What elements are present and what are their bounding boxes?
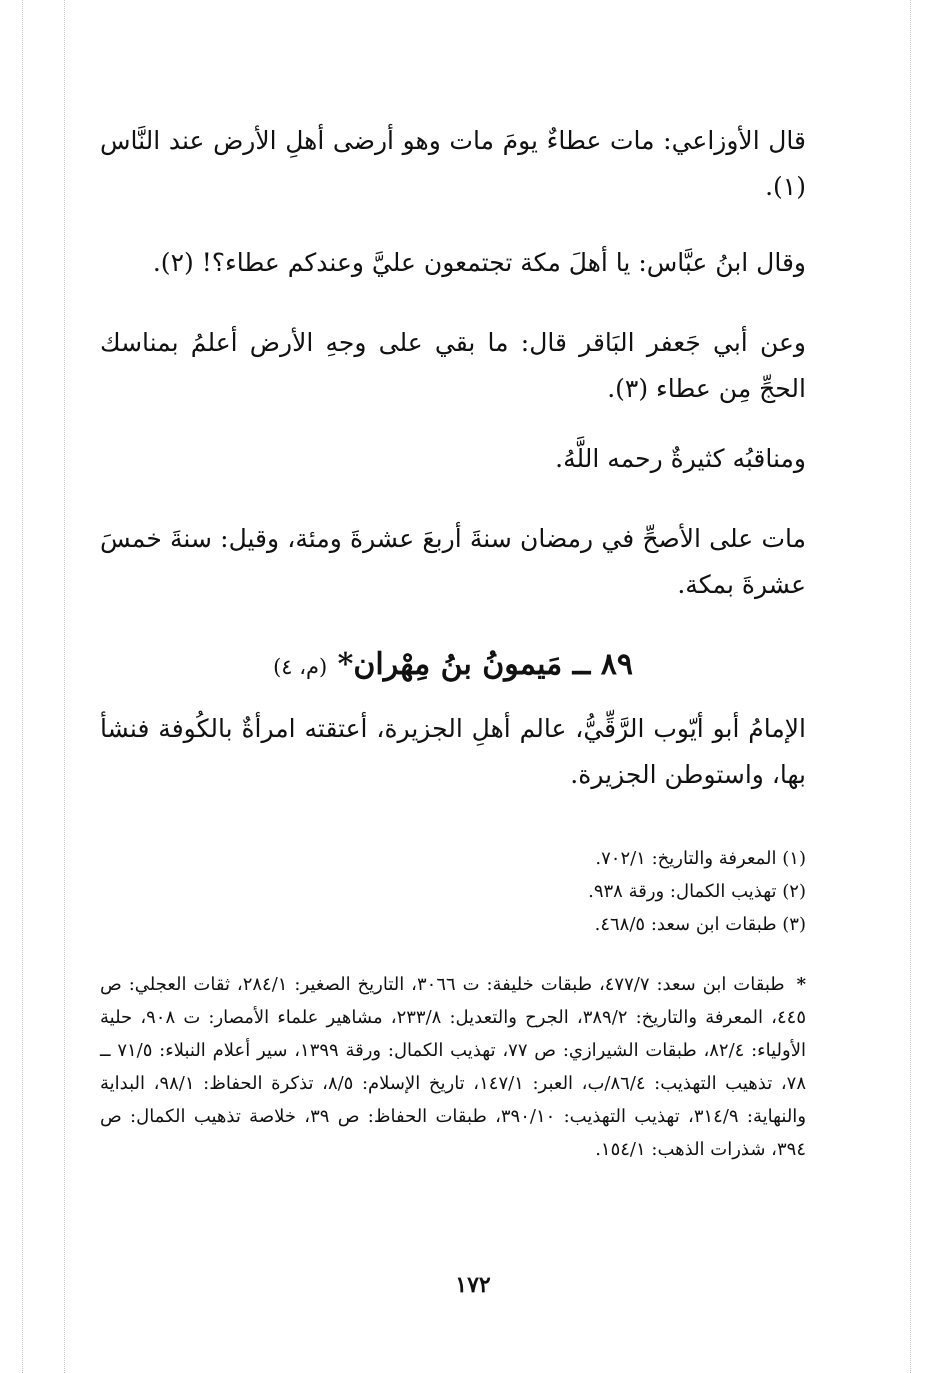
footnote-1: (١) المعرفة والتاريخ: ٧٠٢/١. [595, 848, 806, 869]
paragraph-text: ومناقبُه كثيرةٌ رحمه اللَّهُ. [555, 444, 806, 473]
entry-code: (م، ٤) [273, 655, 328, 679]
entry-heading [100, 640, 806, 692]
entry-title: ٨٩ ــ مَيمونُ بنُ مِهْران* [337, 647, 633, 682]
source-references [100, 968, 806, 1166]
source-references-text: طبقات ابن سعد: ٤٧٧/٧، طبقات خليفة: ت ٣٠٦٦، التاريخ الصغير: ٢٨٤/١، ثقات العجلي: ص ٤٤٥، المعرفة والتاريخ: ٣٨٩/٢، الجرح والتعديل: ٢٣٣/٨، مشاهير علماء الأمصار: ت ٩٠٨، حلية الأولياء: ٨٢/٤، طبقات الشيرازي: ص ٧٧، تهذيب الكمال: ورقة ١٣٩٩، سير أعلام النبلاء: ٧١/٥ ــ ٧٨، تذهيب التهذيب: ٨٦/٤/ب، العبر: ١٤٧/١، تاريخ الإسلام: ٨/٥، تذكرة الحفاظ: ٩٨/١، البداية والنهاية: ٣١٤/٩، تهذيب التهذيب: ٣٩٠/١٠، طبقات الحفاظ: ص ٣٩، خلاصة تذهيب الكمال: ص ٣٩٤، شذرات الذهب: ١٥٤/١. [100, 974, 807, 1160]
paragraph-virtues [100, 436, 806, 482]
paragraph-ibn-abbas [100, 240, 806, 286]
scan-artifact-line [22, 0, 23, 1373]
paragraph-bio [100, 706, 806, 798]
footnote-3: (٣) طبقات ابن سعد: ٤٦٨/٥. [594, 914, 806, 935]
asterisk-marker: * [796, 974, 806, 995]
paragraph-text: وقال ابنُ عبَّاس: يا أهلَ مكة تجتمعون عليَّ وعندكم عطاء؟! (٢). [152, 248, 806, 277]
scan-artifact-line [910, 0, 911, 1373]
paragraph-baqir [100, 320, 806, 412]
paragraph-death [100, 516, 806, 608]
page-number: ١٧٢ [455, 1272, 491, 1298]
paragraph-awzai [100, 118, 806, 210]
paragraph-text: وعن أبي جَعفر البَاقر قال: ما بقي على وجهِ الأرض أعلمُ بمناسك الحجِّ مِن عطاء (٣). [100, 328, 806, 403]
scan-artifact-line [64, 0, 65, 1373]
paragraph-text: مات على الأصحِّ في رمضان سنةَ أربعَ عشرةَ ومئة، وقيل: سنةَ خمسَ عشرةَ بمكة. [100, 524, 806, 599]
footnotes [100, 842, 806, 941]
paragraph-text: قال الأوزاعي: مات عطاءٌ يومَ مات وهو أرضى أهلِ الأرض عند النَّاس (١). [100, 126, 806, 201]
paragraph-text: الإمامُ أبو أيّوب الرَّقِّيُّ، عالم أهلِ الجزيرة، أعتقته امرأةٌ بالكُوفة فنشأ بها، واستوطن الجزيرة. [100, 714, 806, 789]
footnote-2: (٢) تهذيب الكمال: ورقة ٩٣٨. [588, 881, 806, 902]
